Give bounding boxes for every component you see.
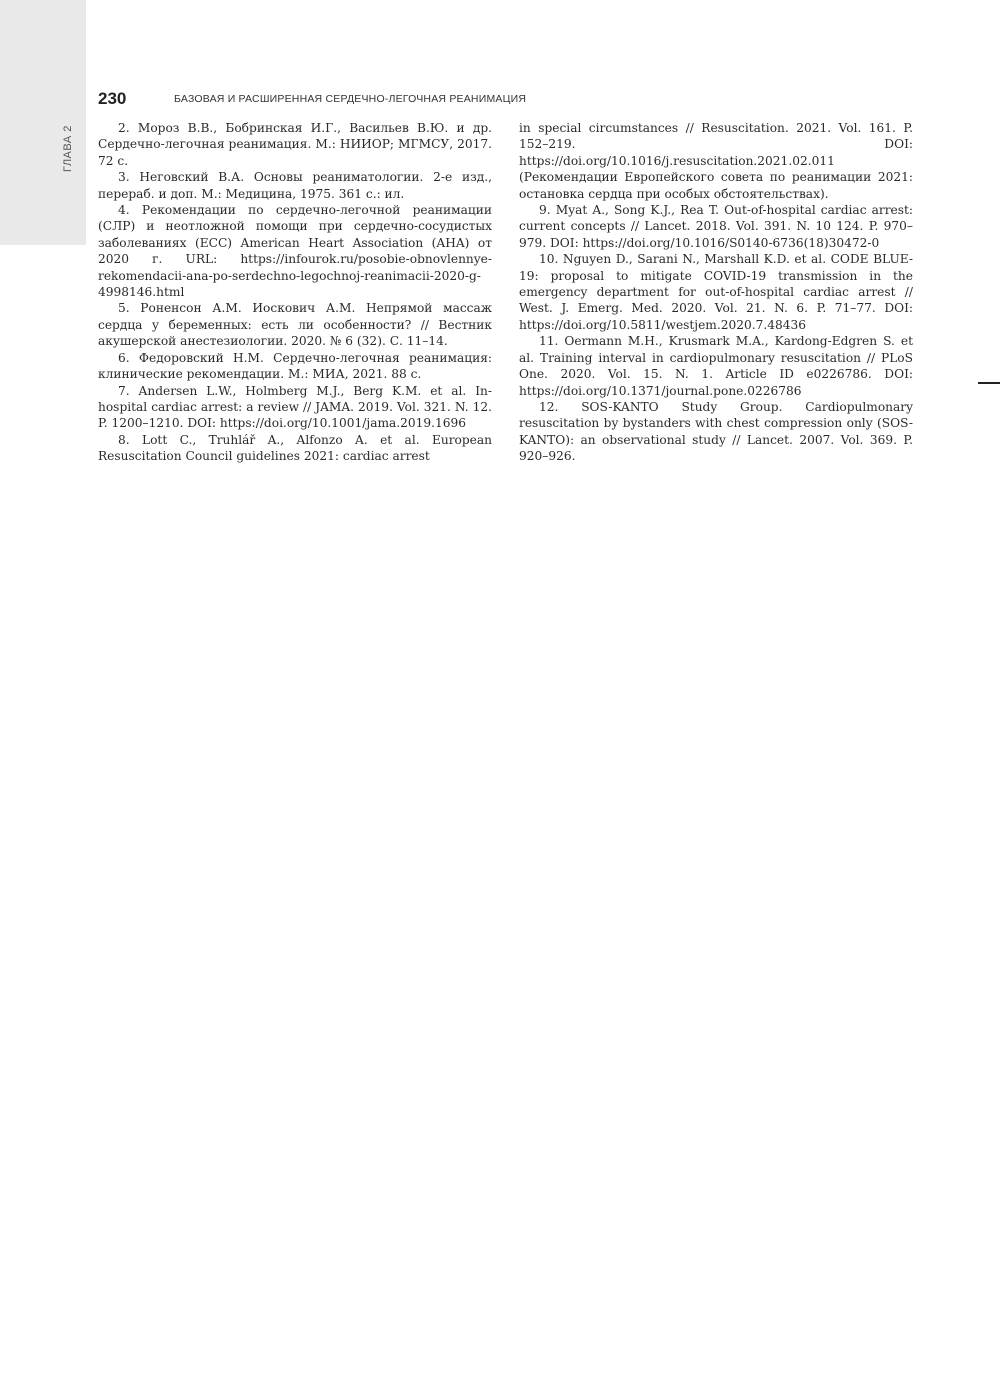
reference-item: 12. SOS-KANTO Study Group. Cardiopulmonary resuscitation by bystanders with chest compression only (SOS-KANTO): an observational study // Lancet. 2007. Vol. 369. P. 920–926. (519, 399, 913, 464)
page-number: 230 (98, 89, 127, 108)
reference-item: 5. Роненсон А.М. Иоскович А.М. Непрямой массаж сердца у беременных: есть ли особенности? // Вестник акушерской анестезиологии. 2020. № 6 (32). С. 11–14. (98, 301, 492, 349)
reference-item: 11. Oermann M.H., Krusmark M.A., Kardong-Edgren S. et al. Training interval in cardiopulmonary resuscitation // PLoS One. 2020. Vol. 15. N. 1. Article ID e0226786. DOI: https://doi.org/10.1371/journal.pone.0226786 (519, 334, 913, 398)
references-column-right (519, 120, 913, 465)
reference-item: 10. Nguyen D., Sarani N., Marshall K.D. et al. CODE BLUE-19: proposal to mitigate COVID-19 transmission in the emergency department for out-of-hospital cardiac arrest // West. J. Emerg. Med. 2020. Vol. 21. N. 6. P. 71–77. DOI: https://doi.org/10.5811/westjem.2020.7.48436 (519, 252, 913, 332)
running-title: БАЗОВАЯ И РАСШИРЕННАЯ СЕРДЕЧНО-ЛЕГОЧНАЯ РЕАНИМАЦИЯ (174, 93, 527, 105)
reference-item: 8. Lott C., Truhlář A., Alfonzo A. et al. European Resuscitation Council guidelines 2021: cardiac arrest (98, 432, 492, 464)
reference-item: 4. Рекомендации по сердечно-легочной реанимации (СЛР) и неотложной помощи при сердечно-сосудистых заболеваниях (ECC) American Heart Association (AHA) от 2020 г. URL: https://infourok.ru/posobie-obnovlennye-rekomendacii-ana-po-serdechno-legochnoj-reanimacii-2020-g-4998146.html (98, 203, 492, 300)
reference-item: 3. Неговский В.А. Основы реаниматологии. 2-е изд., перераб. и доп. М.: Медицина, 1975. 361 с.: ил. (98, 170, 492, 201)
reference-item: 2. Мороз В.В., Бобринская И.Г., Васильев В.Ю. и др. Сердечно-легочная реанимация. М.: НИИОР; МГМСУ, 2017. 72 с. (98, 121, 492, 168)
reference-item-continuation: in special circumstances // Resuscitation. 2021. Vol. 161. P. 152–219. DOI: https://doi.org/10.1016/j.resuscitation.2021.02.011 (Рекомендации Европейского совета по реанимации 2021: остановка сердца при особых обстоятельствах). (519, 121, 913, 201)
reference-item: 9. Myat A., Song K.J., Rea T. Out-of-hospital cardiac arrest: current concepts // Lancet. 2018. Vol. 391. N. 10 124. P. 970–979. DOI: https://doi.org/10.1016/S0140-6736(18)30472-0 (519, 203, 913, 250)
page-edge-mark (978, 382, 1000, 384)
page-header (98, 89, 958, 111)
references-column-left (98, 120, 492, 465)
chapter-label: ГЛАВА 2 (62, 125, 74, 172)
reference-item: 7. Andersen L.W., Holmberg M.J., Berg K.M. et al. In-hospital cardiac arrest: a review // JAMA. 2019. Vol. 321. N. 12. P. 1200–1210. DOI: https://doi.org/10.1001/jama.2019.1696 (98, 383, 492, 431)
reference-item: 6. Федоровский Н.М. Сердечно-легочная реанимация: клинические рекомендации. М.: МИА, 2021. 88 с. (98, 350, 492, 382)
